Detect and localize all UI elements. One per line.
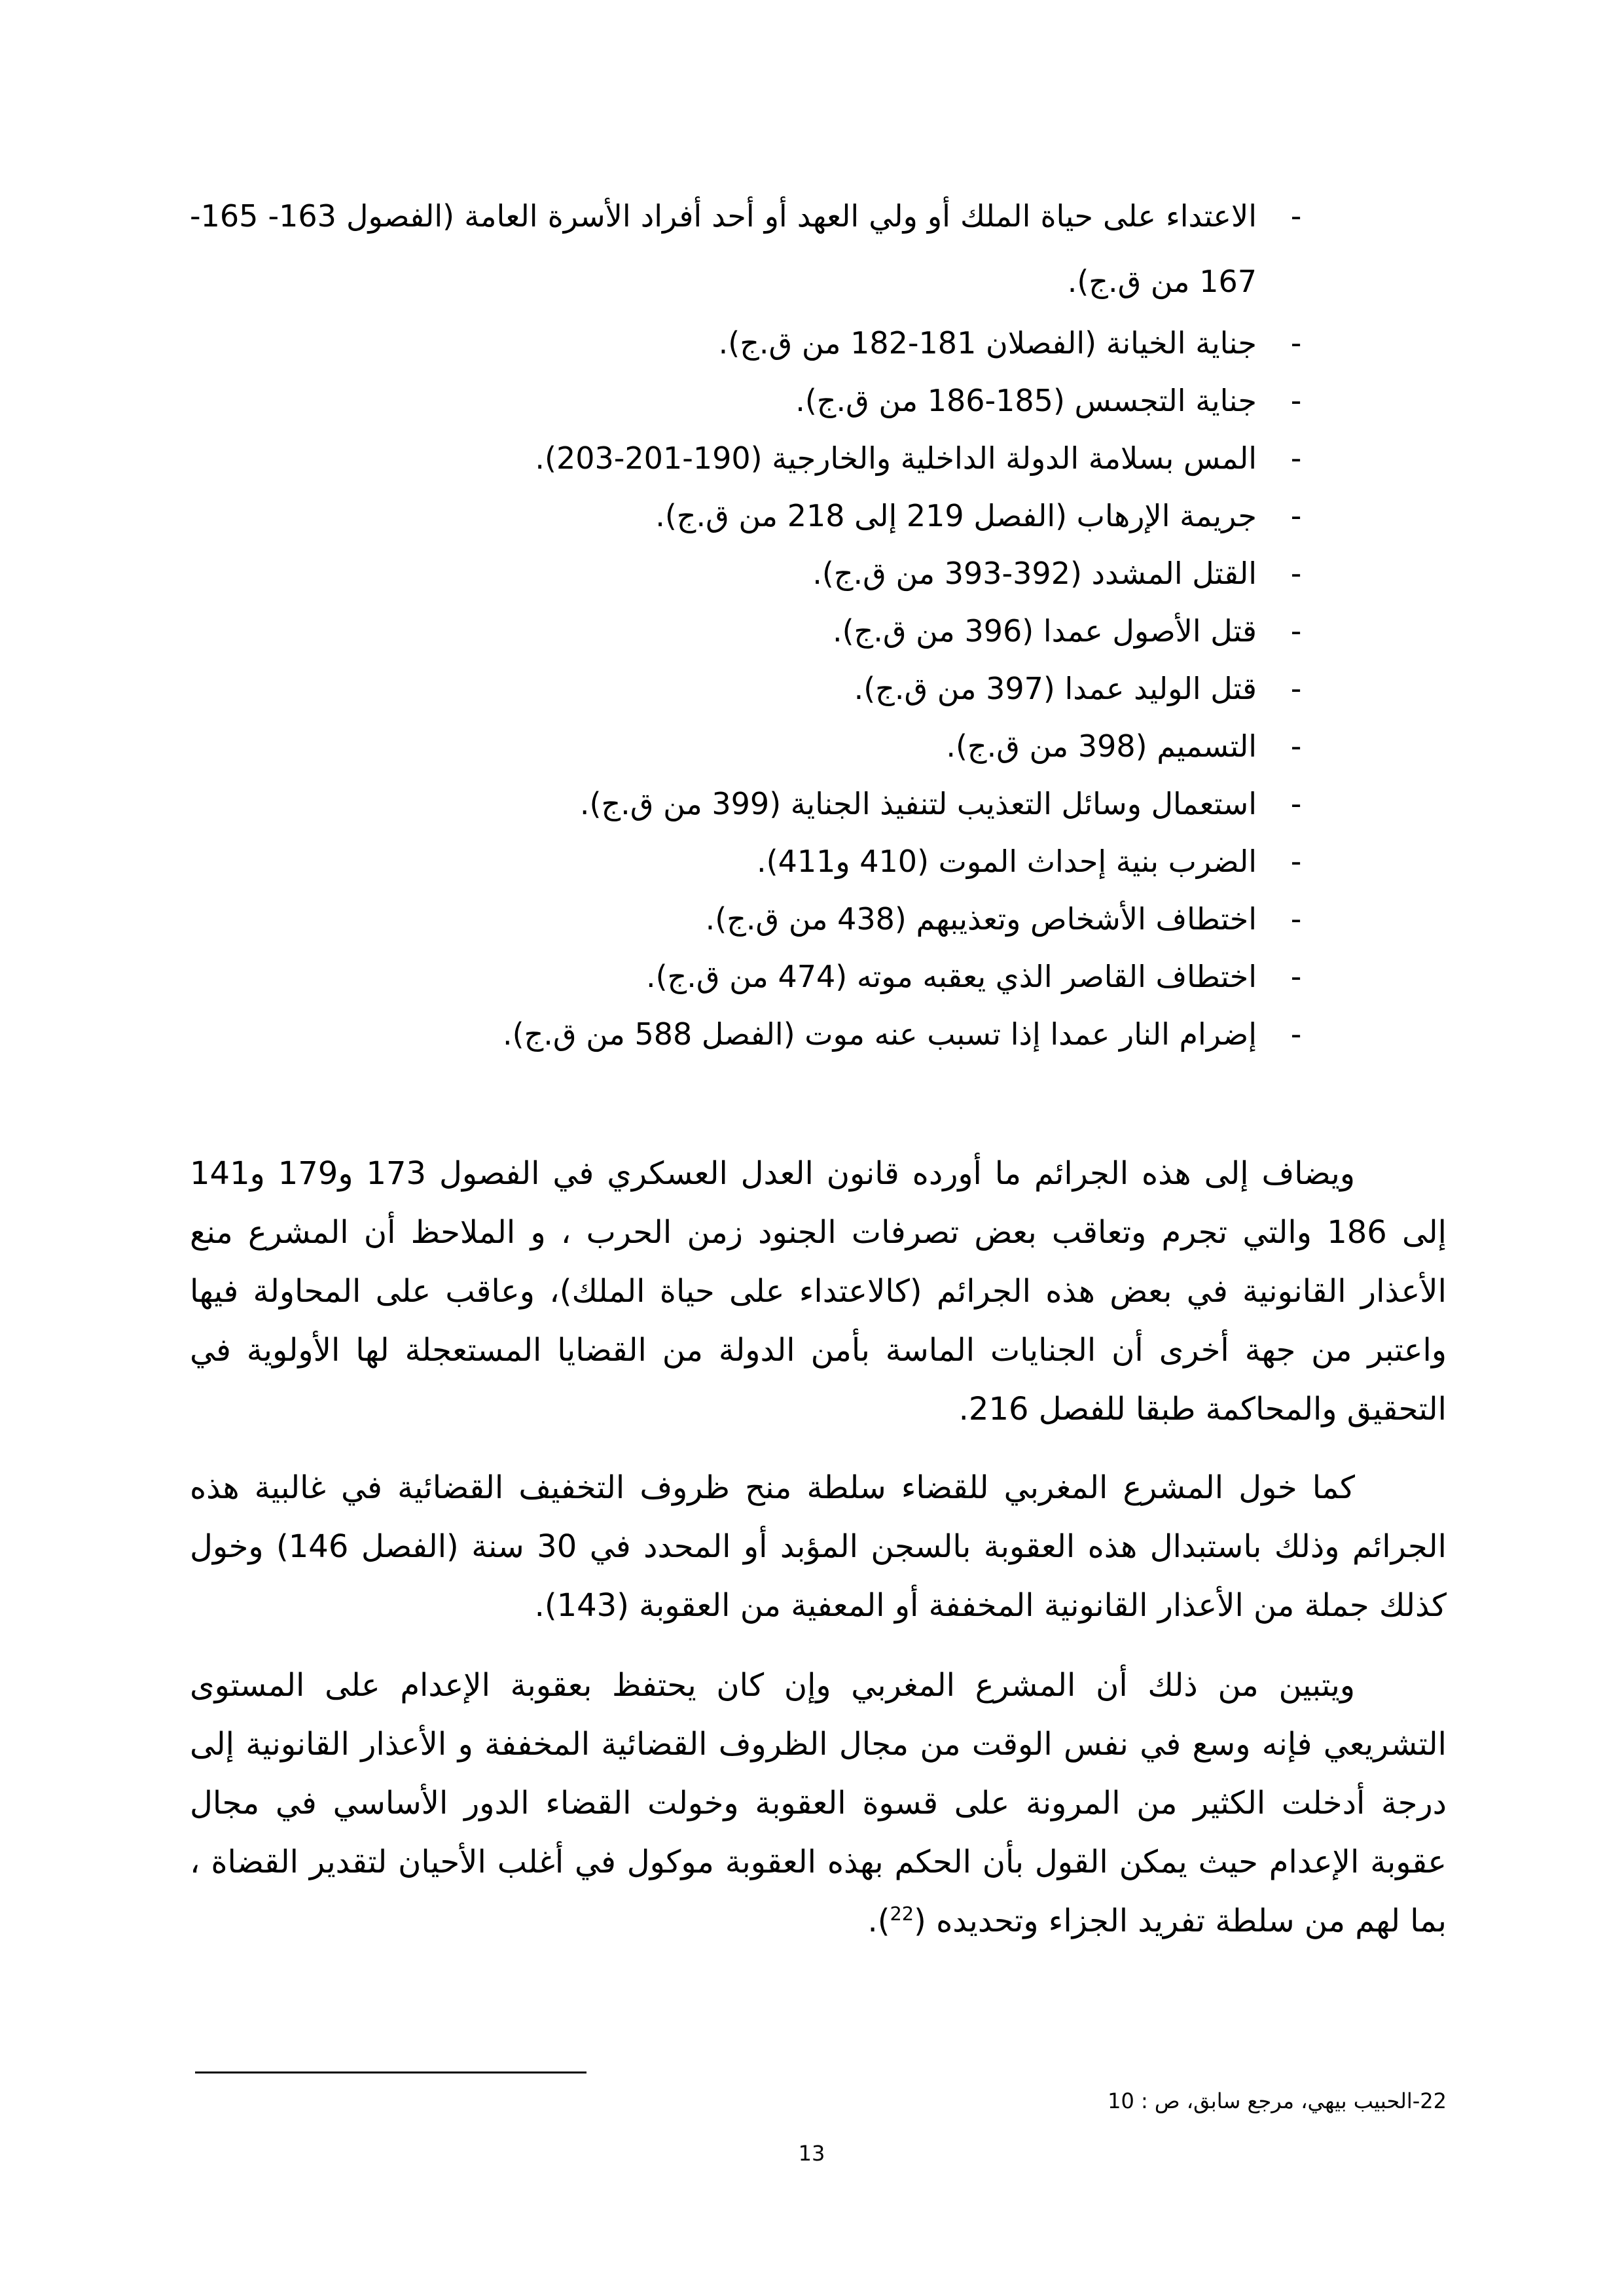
footnote-separator [195, 2072, 586, 2073]
footnote: 22-الحبيب بيهي، مرجع سابق، ص : 10 [1108, 2089, 1447, 2113]
list-item-text: اختطاف الأشخاص وتعذيبهم (438 من ق.ج). [705, 901, 1257, 937]
paragraph-conclusion [190, 1656, 1447, 1950]
list-item-text: التسميم (398 من ق.ج). [946, 728, 1257, 764]
bullet-marker: - [1290, 959, 1302, 994]
bullet-marker: - [1290, 671, 1302, 706]
list-item [190, 1005, 1316, 1063]
list-item [190, 833, 1316, 890]
paragraph-conclusion-end: ). [867, 1903, 890, 1939]
bullet-marker: - [1290, 901, 1302, 937]
list-item-text: إضرام النار عمدا إذا تسبب عنه موت (الفصل 588 من ق.ج). [503, 1016, 1257, 1052]
bullet-marker: - [1290, 325, 1302, 361]
list-item [190, 890, 1316, 948]
list-item [190, 660, 1316, 717]
page-number: 13 [798, 2141, 825, 2166]
bullet-marker: - [1290, 498, 1302, 533]
bullet-marker: - [1290, 1016, 1302, 1052]
crimes-list [190, 183, 1316, 1063]
list-item-text: جريمة الإرهاب (الفصل 219 إلى 218 من ق.ج). [655, 498, 1257, 533]
bullet-marker: - [1290, 556, 1302, 591]
list-item-text: استعمال وسائل التعذيب لتنفيذ الجناية (399 من ق.ج). [579, 786, 1257, 821]
list-item [190, 948, 1316, 1005]
bullet-marker: - [1290, 198, 1302, 234]
list-item [190, 487, 1316, 545]
paragraph-military-justice: ويضاف إلى هذه الجرائم ما أورده قانون العدل العسكري في الفصول 173 و179 و141 إلى 186 والتي تجرم وتعاقب بعض تصرفات الجنود زمن الحرب ، و الملاحظ أن المشرع منع الأعذار القانونية في بعض هذه الجرائم (كالاعتداء على حياة الملك)، وعاقب على المحاولة فيها واعتبر من جهة أخرى أن الجنايات الماسة بأمن الدولة من القضايا المستعجلة لها الأولوية في التحقيق والمحاكمة طبقا للفصل 216. [190, 1155, 1447, 1427]
list-item-text: الاعتداء على حياة الملك أو ولي العهد أو أحد أفراد الأسرة العامة (الفصول 163- 165-167 من ق.ج). [190, 198, 1257, 299]
footnote-reference[interactable]: 22 [890, 1903, 914, 1925]
bullet-marker: - [1290, 383, 1302, 418]
list-item [190, 717, 1316, 775]
paragraph-conclusion-text: ويتبين من ذلك أن المشرع المغربي وإن كان يحتفظ بعقوبة الإعدام على المستوى التشريعي فإنه وسع في نفس الوقت من مجال الظروف القضائية المخففة و الأعذار القانونية إلى درجة أدخلت الكثير من المرونة على قسوة العقوبة وخولت القضاء الدور الأساسي في مجال عقوبة الإعدام حيث يمكن القول بأن الحكم بهذه العقوبة موكول في أغلب الأحيان لتقدير القضاة ، بما لهم من سلطة تفريد الجزاء وتحديده ( [190, 1667, 1447, 1939]
list-item-text: المس بسلامة الدولة الداخلية والخارجية (190-201-203). [535, 440, 1257, 476]
bullet-marker: - [1290, 786, 1302, 821]
list-item-text: قتل الوليد عمدا (397 من ق.ج). [854, 671, 1257, 706]
list-item [190, 429, 1316, 487]
list-item-text: جناية التجسس (185-186 من ق.ج). [795, 383, 1257, 418]
bullet-marker: - [1290, 844, 1302, 879]
list-item-text: القتل المشدد (392-393 من ق.ج). [812, 556, 1257, 591]
list-item [190, 602, 1316, 660]
bullet-marker: - [1290, 440, 1302, 476]
bullet-marker: - [1290, 728, 1302, 764]
list-item [190, 183, 1316, 314]
list-item [190, 372, 1316, 429]
list-item-text: جناية الخيانة (الفصلان 181-182 من ق.ج). [718, 325, 1257, 361]
list-item [190, 775, 1316, 833]
list-item [190, 545, 1316, 602]
bullet-marker: - [1290, 613, 1302, 649]
paragraph-mitigating-circumstances: كما خول المشرع المغربي للقضاء سلطة منح ظروف التخفيف القضائية في غالبية هذه الجرائم وذلك باستبدال هذه العقوبة بالسجن المؤبد أو المحدد في 30 سنة (الفصل 146) وخول كذلك جملة من الأعذار القانونية المخففة أو المعفية من العقوبة (143). [190, 1469, 1447, 1624]
list-item-text: اختطاف القاصر الذي يعقبه موته (474 من ق.ج). [645, 959, 1257, 994]
list-item [190, 314, 1316, 372]
list-item-text: قتل الأصول عمدا (396 من ق.ج). [832, 613, 1257, 649]
list-item-text: الضرب بنية إحداث الموت (410 و411). [757, 844, 1257, 879]
